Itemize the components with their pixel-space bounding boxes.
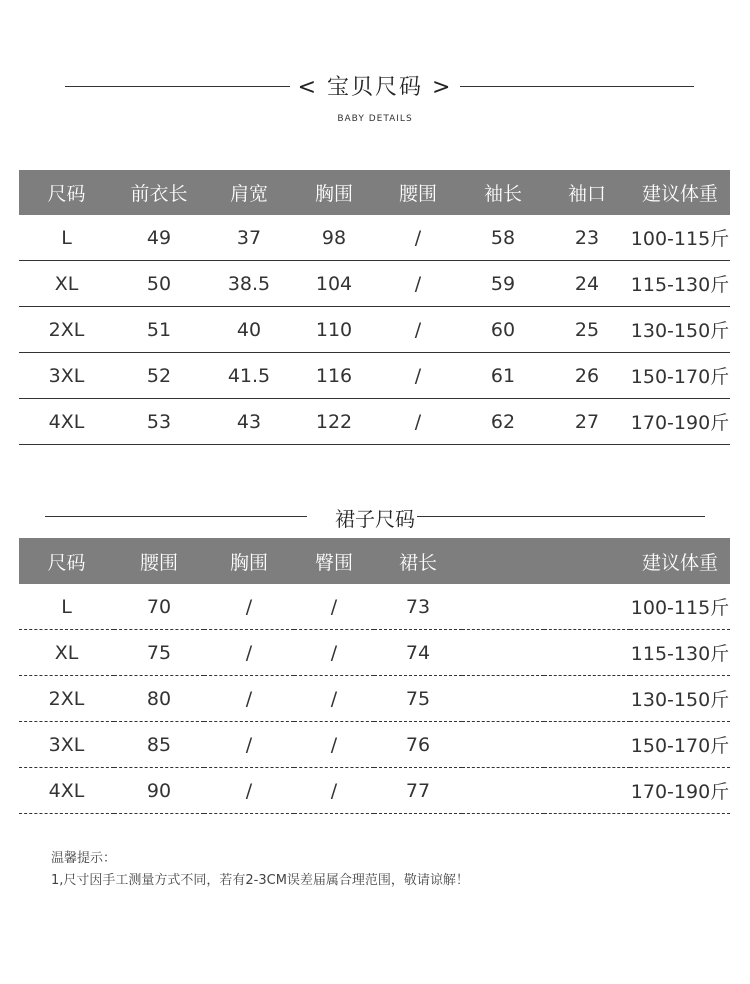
header-cell: 袖长 [462, 170, 544, 215]
table-cell: 49 [114, 215, 204, 261]
table-cell: 2XL [19, 307, 114, 353]
table-row [19, 722, 730, 768]
table-cell: 110 [294, 307, 374, 353]
table-cell: 2XL [19, 676, 114, 722]
table-cell: / [374, 399, 462, 445]
header-cell [462, 538, 544, 584]
table-cell: 40 [204, 307, 294, 353]
skirt-section-title: 裙子尺码 [335, 507, 415, 531]
table-cell: 80 [114, 676, 204, 722]
table-cell: 23 [544, 215, 630, 261]
table-cell: 100-115斤 [630, 584, 730, 630]
header-cell [544, 538, 630, 584]
table-cell: 130-150斤 [630, 307, 730, 353]
size-title-row [0, 70, 750, 106]
table-row [19, 399, 730, 445]
table-cell: 104 [294, 261, 374, 307]
table-row [19, 768, 730, 814]
table-row [19, 261, 730, 307]
header-cell: 腰围 [114, 538, 204, 584]
header-cell: 腰围 [374, 170, 462, 215]
notes-line-1: 1,尺寸因手工测量方式不同，若有2-3CM误差届属合理范围，敬请谅解！ [51, 873, 469, 888]
table-cell: 51 [114, 307, 204, 353]
table-cell: 116 [294, 353, 374, 399]
table-cell: / [294, 676, 374, 722]
table-cell: 41.5 [204, 353, 294, 399]
table-row [19, 584, 730, 630]
table-cell: 100-115斤 [630, 215, 730, 261]
table-cell [462, 722, 544, 768]
header-cell: 尺码 [19, 538, 114, 584]
table-cell: 62 [462, 399, 544, 445]
table-cell: / [294, 584, 374, 630]
table-cell: 24 [544, 261, 630, 307]
table-cell: 75 [374, 676, 462, 722]
table-row [19, 215, 730, 261]
title-divider-right [460, 86, 694, 87]
skirt-size-table [19, 538, 730, 814]
table-cell: 26 [544, 353, 630, 399]
table-cell: 76 [374, 722, 462, 768]
header-cell: 尺码 [19, 170, 114, 215]
header-cell: 前衣长 [114, 170, 204, 215]
table-header-row [19, 170, 730, 215]
table-cell [462, 584, 544, 630]
table-cell: / [204, 630, 294, 676]
table-cell: 150-170斤 [630, 722, 730, 768]
table-header-row [19, 538, 730, 584]
header-cell: 建议体重 [630, 538, 730, 584]
tops-size-table [19, 170, 730, 445]
skirt-divider-right [417, 516, 705, 517]
table-cell: 85 [114, 722, 204, 768]
table-cell: 115-130斤 [630, 630, 730, 676]
table-cell: 73 [374, 584, 462, 630]
table-cell [544, 676, 630, 722]
table-cell: / [204, 584, 294, 630]
table-cell: / [204, 676, 294, 722]
table-cell: 74 [374, 630, 462, 676]
table-cell: / [294, 722, 374, 768]
table-cell: 3XL [19, 722, 114, 768]
table-cell: / [204, 722, 294, 768]
table-cell: 59 [462, 261, 544, 307]
table-cell: 77 [374, 768, 462, 814]
table-cell: / [374, 261, 462, 307]
header-cell: 臀围 [294, 538, 374, 584]
table-cell: / [294, 768, 374, 814]
table-cell: / [204, 768, 294, 814]
table-row [19, 353, 730, 399]
header-cell: 建议体重 [630, 170, 730, 215]
notes-block [51, 848, 469, 892]
table-cell: / [294, 630, 374, 676]
table-cell: 61 [462, 353, 544, 399]
table-cell: 150-170斤 [630, 353, 730, 399]
table-cell: XL [19, 261, 114, 307]
table-cell: 122 [294, 399, 374, 445]
table-cell: 75 [114, 630, 204, 676]
table-cell: / [374, 307, 462, 353]
table-cell [462, 768, 544, 814]
table-cell [544, 768, 630, 814]
table-cell: 170-190斤 [630, 768, 730, 814]
table-cell: / [374, 353, 462, 399]
table-cell [462, 630, 544, 676]
table-cell: 43 [204, 399, 294, 445]
table-cell: 50 [114, 261, 204, 307]
table-cell: 4XL [19, 768, 114, 814]
notes-heading: 温馨提示： [51, 851, 117, 866]
table-cell: 130-150斤 [630, 676, 730, 722]
table-row [19, 676, 730, 722]
table-cell [462, 676, 544, 722]
table-cell: 3XL [19, 353, 114, 399]
table-cell [544, 584, 630, 630]
table-cell: 25 [544, 307, 630, 353]
table-row [19, 307, 730, 353]
header-cell: 胸围 [294, 170, 374, 215]
table-row [19, 630, 730, 676]
table-cell: 53 [114, 399, 204, 445]
table-cell: 90 [114, 768, 204, 814]
table-cell [544, 722, 630, 768]
table-cell: 170-190斤 [630, 399, 730, 445]
table-cell: 70 [114, 584, 204, 630]
page-subtitle: BABY DETAILS [337, 114, 413, 124]
table-cell: L [19, 215, 114, 261]
table-cell: 60 [462, 307, 544, 353]
header-cell: 肩宽 [204, 170, 294, 215]
table-cell: 115-130斤 [630, 261, 730, 307]
page-title: < 宝贝尺码 > [297, 75, 453, 100]
table-cell: 52 [114, 353, 204, 399]
table-cell: 27 [544, 399, 630, 445]
table-cell: 38.5 [204, 261, 294, 307]
table-cell [544, 630, 630, 676]
table-cell: 98 [294, 215, 374, 261]
header-cell: 袖口 [544, 170, 630, 215]
table-cell: XL [19, 630, 114, 676]
table-cell: 37 [204, 215, 294, 261]
header-cell: 裙长 [374, 538, 462, 584]
table-cell: / [374, 215, 462, 261]
table-cell: 58 [462, 215, 544, 261]
table-cell: L [19, 584, 114, 630]
table-cell: 4XL [19, 399, 114, 445]
header-cell: 胸围 [204, 538, 294, 584]
skirt-title-row [0, 503, 750, 531]
